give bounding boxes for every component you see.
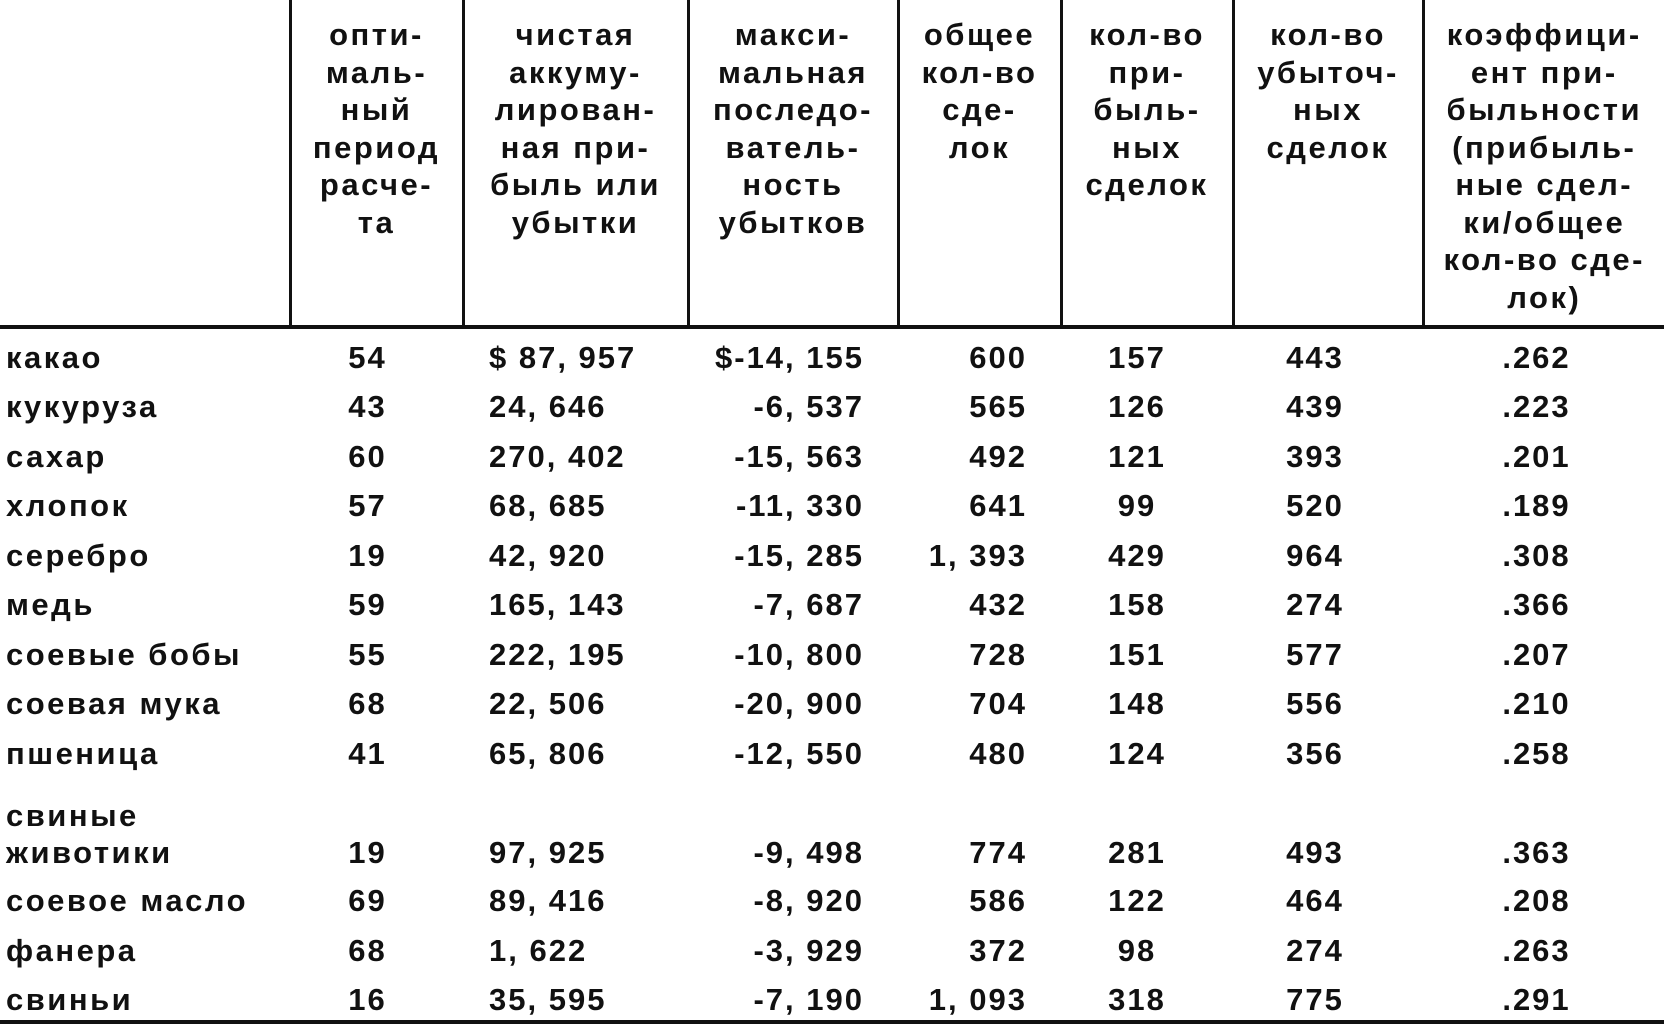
table-row xyxy=(0,926,1664,976)
cell-commodity-name: соевые бобы xyxy=(6,636,243,672)
cell-profitable-trades: 126 xyxy=(1108,389,1166,425)
table-row xyxy=(0,327,1664,383)
cell-profitable-trades: 158 xyxy=(1108,587,1166,623)
cell-total-trades: 492 xyxy=(969,438,1027,474)
cell-profit-ratio: .291 xyxy=(1502,982,1571,1018)
cell-commodity-name: соевая мука xyxy=(6,686,223,722)
cell-total-trades: 565 xyxy=(969,389,1027,425)
cell-losing-trades: 274 xyxy=(1286,932,1344,968)
cell-commodity-name: кукуруза xyxy=(6,389,159,425)
cell-net-profit: $ 87, 957 xyxy=(489,339,637,375)
cell-total-trades: 704 xyxy=(969,686,1027,722)
header-profit-ratio: коэффици- ент при- быльности (прибыль- ные сдел- ки/общее кол-во сде- лок) xyxy=(1423,0,1664,327)
cell-losing-trades: 520 xyxy=(1286,488,1344,524)
cell-max-drawdown: -15, 285 xyxy=(734,537,864,573)
cell-max-drawdown: -3, 929 xyxy=(753,932,864,968)
cell-profit-ratio: .258 xyxy=(1502,735,1571,771)
cell-losing-trades: 775 xyxy=(1286,982,1344,1018)
cell-profit-ratio: .201 xyxy=(1502,438,1571,474)
cell-commodity-name: свиные животики xyxy=(6,797,173,870)
cell-optimal-period: 43 xyxy=(348,389,387,425)
cell-profitable-trades: 98 xyxy=(1117,932,1157,968)
cell-profit-ratio: .207 xyxy=(1502,636,1571,672)
cell-commodity-name: свиньи xyxy=(6,982,134,1018)
cell-profitable-trades: 148 xyxy=(1108,686,1166,722)
cell-profit-ratio: .262 xyxy=(1502,339,1571,375)
header-commodity xyxy=(0,0,290,327)
cell-losing-trades: 393 xyxy=(1286,438,1344,474)
cell-total-trades: 600 xyxy=(969,339,1027,375)
bottom-rule xyxy=(0,1020,1664,1024)
cell-losing-trades: 556 xyxy=(1286,686,1344,722)
cell-profit-ratio: .223 xyxy=(1502,389,1571,425)
cell-losing-trades: 964 xyxy=(1286,537,1344,573)
table-row xyxy=(0,531,1664,581)
cell-net-profit: 97, 925 xyxy=(489,834,607,870)
cell-profitable-trades: 281 xyxy=(1108,834,1166,870)
cell-optimal-period: 69 xyxy=(348,883,387,919)
header-profitable-trades: кол-во при- быль- ных сделок xyxy=(1061,0,1233,327)
cell-commodity-name: медь xyxy=(6,587,95,623)
cell-max-drawdown: -11, 330 xyxy=(735,488,864,524)
cell-losing-trades: 356 xyxy=(1286,735,1344,771)
cell-max-drawdown: -7, 687 xyxy=(753,587,864,623)
cell-profit-ratio: .189 xyxy=(1502,488,1571,524)
cell-optimal-period: 19 xyxy=(348,537,387,573)
cell-commodity-name: пшеница xyxy=(6,735,160,771)
table-header-row xyxy=(0,0,1664,327)
table-row xyxy=(0,729,1664,779)
cell-losing-trades: 274 xyxy=(1286,587,1344,623)
cell-profit-ratio: .208 xyxy=(1502,883,1571,919)
header-optimal-period: опти- маль- ный период расче- та xyxy=(290,0,463,327)
table-row xyxy=(0,581,1664,631)
cell-profitable-trades: 99 xyxy=(1117,488,1157,524)
cell-max-drawdown: $-14, 155 xyxy=(715,339,864,375)
cell-profitable-trades: 429 xyxy=(1108,537,1166,573)
cell-net-profit: 165, 143 xyxy=(489,587,626,623)
cell-commodity-name: соевое масло xyxy=(6,883,249,919)
cell-total-trades: 774 xyxy=(969,834,1027,870)
table-row xyxy=(0,630,1664,680)
header-net-profit: чистая аккуму- лирован- ная при- быль или убытки xyxy=(463,0,688,327)
cell-profitable-trades: 122 xyxy=(1108,883,1166,919)
cell-optimal-period: 55 xyxy=(348,636,387,672)
cell-profitable-trades: 121 xyxy=(1108,438,1166,474)
cell-optimal-period: 41 xyxy=(348,735,387,771)
cell-net-profit: 222, 195 xyxy=(489,636,626,672)
header-max-drawdown: макси- мальная последо- ватель- ность убытков xyxy=(688,0,898,327)
cell-profitable-trades: 318 xyxy=(1108,982,1166,1018)
cell-optimal-period: 60 xyxy=(348,438,387,474)
cell-losing-trades: 577 xyxy=(1286,636,1344,672)
cell-optimal-period: 59 xyxy=(348,587,387,623)
cell-net-profit: 89, 416 xyxy=(489,883,607,919)
table-body xyxy=(0,327,1664,1025)
cell-commodity-name: какао xyxy=(6,339,103,375)
cell-commodity-name: серебро xyxy=(6,537,151,573)
cell-net-profit: 24, 646 xyxy=(489,389,607,425)
table-row xyxy=(0,877,1664,927)
header-total-trades: общее кол-во сде- лок xyxy=(898,0,1061,327)
cell-max-drawdown: -8, 920 xyxy=(753,883,864,919)
cell-total-trades: 480 xyxy=(969,735,1027,771)
header-losing-trades: кол-во убыточ- ных сделок xyxy=(1233,0,1423,327)
cell-commodity-name: фанера xyxy=(6,932,138,968)
cell-net-profit: 65, 806 xyxy=(489,735,607,771)
table-row xyxy=(0,482,1664,532)
table-row xyxy=(0,976,1664,1026)
cell-max-drawdown: -15, 563 xyxy=(734,438,864,474)
table-row xyxy=(0,779,1664,877)
cell-profitable-trades: 151 xyxy=(1108,636,1166,672)
cell-max-drawdown: -7, 190 xyxy=(753,982,864,1018)
cell-total-trades: 586 xyxy=(969,883,1027,919)
cell-net-profit: 1, 622 xyxy=(489,932,588,968)
cell-commodity-name: хлопок xyxy=(6,488,130,524)
cell-losing-trades: 439 xyxy=(1286,389,1344,425)
cell-total-trades: 641 xyxy=(969,488,1027,524)
cell-total-trades: 1, 393 xyxy=(928,537,1027,573)
cell-losing-trades: 464 xyxy=(1286,883,1344,919)
table-row xyxy=(0,680,1664,730)
table-row xyxy=(0,432,1664,482)
cell-losing-trades: 443 xyxy=(1286,339,1344,375)
table-row xyxy=(0,383,1664,433)
cell-max-drawdown: -12, 550 xyxy=(734,735,864,771)
cell-optimal-period: 16 xyxy=(348,982,387,1018)
cell-total-trades: 1, 093 xyxy=(928,982,1027,1018)
cell-profitable-trades: 157 xyxy=(1108,339,1166,375)
cell-optimal-period: 57 xyxy=(348,488,387,524)
cell-net-profit: 68, 685 xyxy=(489,488,607,524)
cell-optimal-period: 54 xyxy=(348,339,387,375)
cell-max-drawdown: -6, 537 xyxy=(753,389,864,425)
cell-net-profit: 270, 402 xyxy=(489,438,626,474)
cell-profit-ratio: .366 xyxy=(1502,587,1571,623)
cell-optimal-period: 68 xyxy=(348,686,387,722)
cell-profit-ratio: .363 xyxy=(1502,834,1571,870)
cell-profit-ratio: .210 xyxy=(1502,686,1571,722)
cell-losing-trades: 493 xyxy=(1286,834,1344,870)
cell-total-trades: 372 xyxy=(969,932,1027,968)
cell-commodity-name: сахар xyxy=(6,438,107,474)
cell-profit-ratio: .308 xyxy=(1502,537,1571,573)
cell-optimal-period: 68 xyxy=(348,932,387,968)
cell-net-profit: 35, 595 xyxy=(489,982,607,1018)
cell-profit-ratio: .263 xyxy=(1502,932,1571,968)
cell-max-drawdown: -9, 498 xyxy=(753,834,864,870)
cell-max-drawdown: -20, 900 xyxy=(734,686,864,722)
cell-optimal-period: 19 xyxy=(348,834,387,870)
cell-total-trades: 728 xyxy=(969,636,1027,672)
cell-net-profit: 22, 506 xyxy=(489,686,607,722)
cell-max-drawdown: -10, 800 xyxy=(734,636,864,672)
cell-net-profit: 42, 920 xyxy=(489,537,607,573)
cell-total-trades: 432 xyxy=(969,587,1027,623)
cell-profitable-trades: 124 xyxy=(1108,735,1166,771)
